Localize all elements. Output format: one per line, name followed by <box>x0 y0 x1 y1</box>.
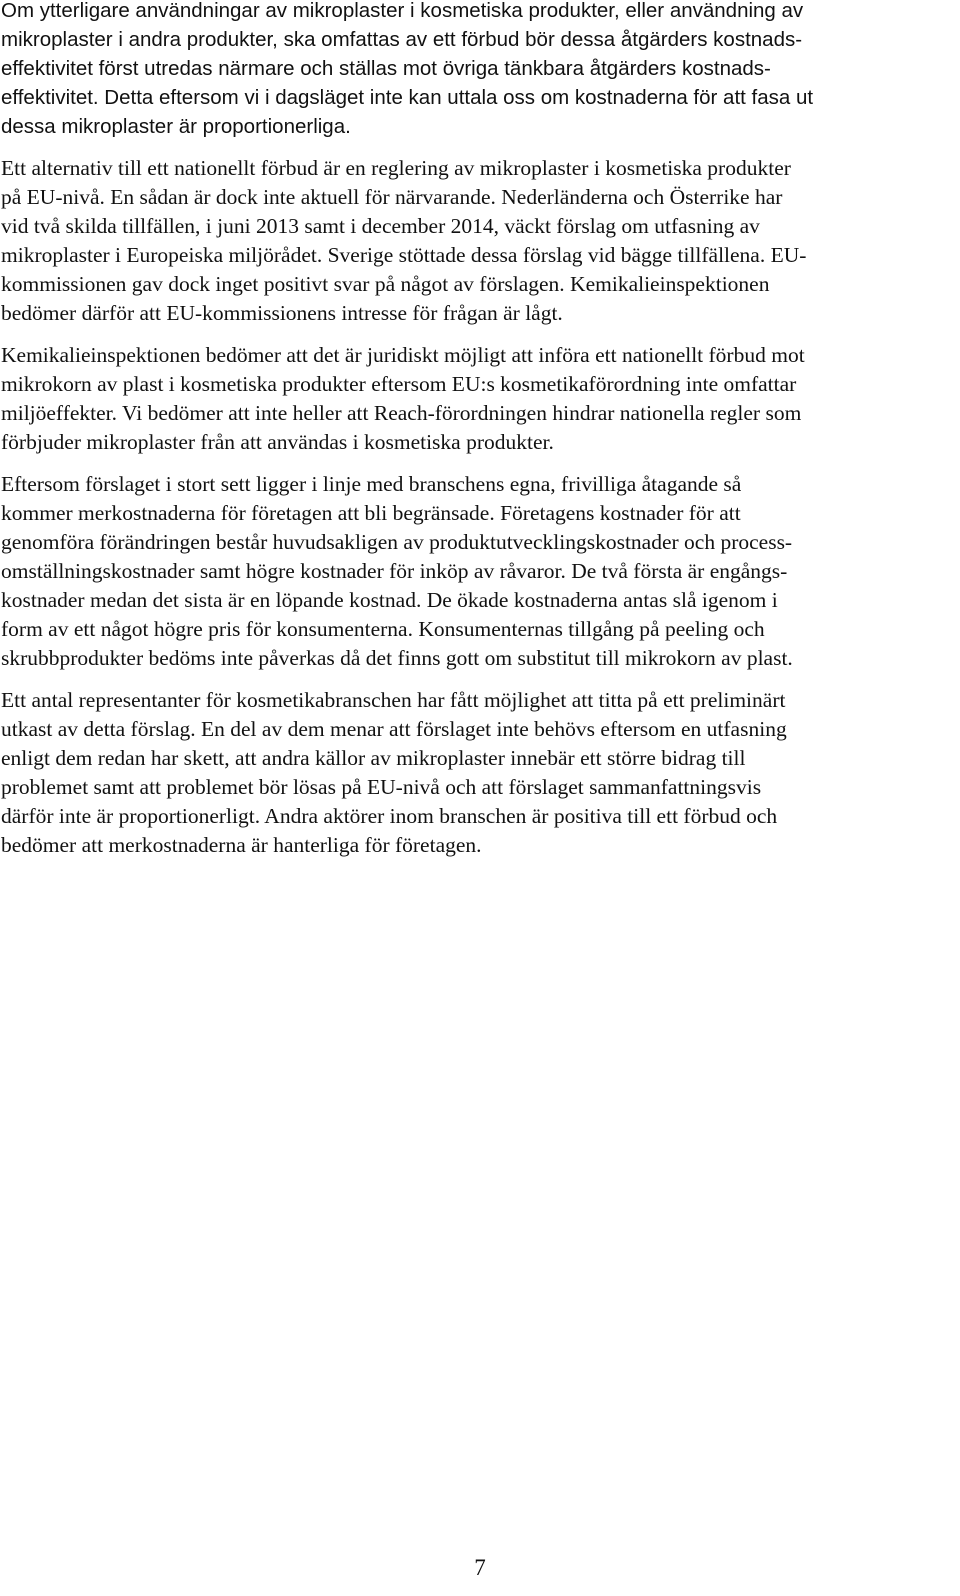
text-line: mikroplaster i Europeiska miljörådet. Sverige stöttade dessa förslag vid bägge tillfällena. EU- <box>1 243 807 267</box>
text-line: mikroplaster i andra produkter, ska omfattas av ett förbud bör dessa åtgärders kostnads- <box>1 28 803 51</box>
text-line: genomföra förändringen består huvudsakligen av produktutvecklingskostnader och process- <box>1 530 793 554</box>
text-line: förbjuder mikroplaster från att användas i kosmetiska produkter. <box>1 430 554 454</box>
paragraph-gap <box>1 673 951 686</box>
paragraph-gap <box>1 141 951 154</box>
text-line: Ett antal representanter för kosmetikabranschen har fått möjlighet att titta på ett preliminärt <box>1 688 786 712</box>
text-line: problemet samt att problemet bör lösas på EU-nivå och att förslaget sammanfattningsvis <box>1 775 762 799</box>
text-line: vid två skilda tillfällen, i juni 2013 samt i december 2014, väckt förslag om utfasning av <box>1 214 760 238</box>
paragraph-4 <box>1 470 951 673</box>
paragraph-1 <box>1 0 951 141</box>
text-line: på EU-nivå. En sådan är dock inte aktuell för närvarande. Nederländerna och Österrike har <box>1 185 783 209</box>
paragraph-5 <box>1 686 951 860</box>
text-line: Eftersom förslaget i stort sett ligger i linje med branschens egna, frivilliga åtagande så <box>1 472 742 496</box>
paragraph-gap <box>1 457 951 470</box>
text-line: mikrokorn av plast i kosmetiska produkter eftersom EU:s kosmetikaförordning inte omfattar <box>1 372 797 396</box>
text-line: effektivitet först utredas närmare och ställas mot övriga tänkbara åtgärders kostnads- <box>1 57 771 80</box>
text-line: Om ytterligare användningar av mikroplaster i kosmetiska produkter, eller användning av <box>1 0 804 22</box>
text-line: omställningskostnader samt högre kostnader för inköp av råvaror. De två första är engångs- <box>1 559 788 583</box>
page-number: 7 <box>474 1555 486 1580</box>
text-line: bedömer att merkostnaderna är hanterliga för företagen. <box>1 833 482 857</box>
text-line: enligt dem redan har skett, att andra källor av mikroplaster innebär ett större bidrag till <box>1 746 746 770</box>
text-line: kostnader medan det sista är en löpande kostnad. De ökade kostnaderna antas slå igenom i <box>1 588 778 612</box>
text-line: Ett alternativ till ett nationellt förbud är en reglering av mikroplaster i kosmetiska produkter <box>1 156 791 180</box>
text-line: form av ett något högre pris för konsumenterna. Konsumenternas tillgång på peeling och <box>1 617 765 641</box>
text-line: dessa mikroplaster är proportionerliga. <box>1 115 351 138</box>
paragraph-2 <box>1 154 951 328</box>
text-line: därför inte är proportionerligt. Andra aktörer inom branschen är positiva till ett förbud och <box>1 804 778 828</box>
body-text <box>1 0 951 860</box>
text-line: miljöeffekter. Vi bedömer att inte heller att Reach-förordningen hindrar nationella regler som <box>1 401 802 425</box>
text-line: kommer merkostnaderna för företagen att bli begränsade. Företagens kostnader för att <box>1 501 741 525</box>
paragraph-3 <box>1 341 951 457</box>
text-line: bedömer därför att EU-kommissionens intresse för frågan är lågt. <box>1 301 563 325</box>
text-line: effektivitet. Detta eftersom vi i dagsläget inte kan uttala oss om kostnaderna för att fasa ut <box>1 86 814 109</box>
text-line: utkast av detta förslag. En del av dem menar att förslaget inte behövs eftersom en utfasning <box>1 717 787 741</box>
text-line: kommissionen gav dock inget positivt svar på något av förslagen. Kemikalieinspektionen <box>1 272 770 296</box>
text-line: Kemikalieinspektionen bedömer att det är juridiskt möjligt att införa ett nationellt förbud mot <box>1 343 805 367</box>
text-line: skrubbprodukter bedöms inte påverkas då det finns gott om substitut till mikrokorn av plast. <box>1 646 793 670</box>
paragraph-gap <box>1 328 951 341</box>
